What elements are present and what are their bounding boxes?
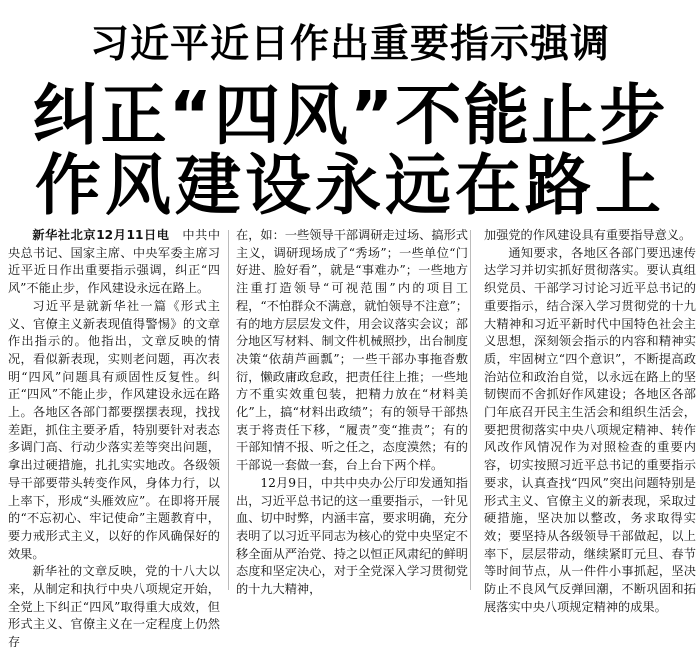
- dateline: 新华社北京12月11日电: [32, 228, 170, 242]
- article-paragraph: 在，如：一些领导干部调研走过场、搞形式主义，调研现场成了“秀场”；一些单位“门好进、脸好看”，就是“事难办”；一些地方注重打造领导“可视范围”内的项目工程，“不怕群众不满意，就怕领导不注意”；有的地方层层发文件，用会议落实会议；部分地区写材料、制文件机械照抄，出台制度决策“依葫芦画瓢”；一些干部办事拖沓敷衍，懒政庸政怠政，把责任往上推；一些地方不重实效重包装，把精力放在“材料美化”上，搞“材料出政绩”；有的领导干部热衷于将责任下移，“履责”变“推责”；有的干部知情不报、听之任之，态度漠然；有的干部说一套做一套，台上台下两个样。: [236, 228, 468, 473]
- article-column-1: [8, 227, 221, 650]
- article-column-2: [236, 227, 468, 595]
- headline-main-line-1: 纠正“四风”不能止步: [32, 77, 668, 154]
- article-paragraph: 12月9日，中共中央办公厅印发通知指出，习近平总书记的这一重要指示，一针见血、切中时弊，内涵丰富，要求明确，充分表明了以习近平同志为核心的党中央坚定不移全面从严治党、持之以恒正风肃纪的鲜明态度和坚定决心，对于全党深入学习贯彻党的十九大精神，: [236, 475, 468, 597]
- article-paragraph: 通知要求，各地区各部门要迅速传达学习并切实抓好贯彻落实。要认真组织党员、干部学习讨论习近平总书记的重要指示，结合深入学习贯彻党的十九大精神和习近平新时代中国特色社会主义思想，深刻领会指示的内容和精神实质，牢固树立“四个意识”，不断提高政治站位和政治自觉，以永远在路上的坚韧锲而不舍抓好作风建设；各地区各部门年底召开民主生活会和组织生活会，要把贯彻落实中央八项规定精神、转作风改作风情况作为对照检查的重要内容，切实按照习近平总书记的重要指示要求，认真查找“四风”突出问题特别是形式主义、官僚主义的新表现，采取过硬措施，坚决加以整改，务求取得实效；要坚持从各级领导干部做起，以上率下，层层带动，继续紧盯元旦、春节等时间节点，从一件件小事抓起，坚决防止不良风气反弹回潮，不断巩固和拓展落实中央八项规定精神的成果。: [484, 245, 696, 614]
- article-column-3: [484, 227, 696, 614]
- article-body: [8, 227, 696, 650]
- paragraph-text: 中共中央总书记、国家主席、中央军委主席习近平近日作出重要指示强调，纠正“四风”不能止步，作风建设永远在路上。: [8, 228, 221, 296]
- article-paragraph: 习近平是就新华社一篇《形式主义、官僚主义新表现值得警惕》的文章作出指示的。他指出，文章反映的情况，看似新表现，实则老问题，再次表明“四风”问题具有顽固性反复性。纠正“四风”不能止步，作风建设永远在路上。各地区各部门都要摆摆表现，找找差距，抓住主要矛盾，特别要针对表态多调门高、行动少落实差等突出问题，拿出过硬措施，扎扎实实地改。各级领导干部要带头转变作风，身体力行，以上率下，形成“头雁效应”。在即将开展的“不忘初心、牢记使命”主题教育中，要力戒形式主义，以好的作风确保好的效果。: [8, 298, 220, 561]
- headline-kicker: 习近平近日作出重要指示强调: [89, 22, 610, 67]
- article-paragraph: [8, 227, 220, 298]
- article-paragraph: 新华社的文章反映，党的十八大以来，从制定和执行中央八项规定开始，全党上下纠正“四风”取得重大成效，但形式主义、官僚主义在一定程度上仍然存: [8, 564, 220, 650]
- headline-main-line-2: 作风建设永远在路上: [35, 147, 665, 224]
- article-paragraph: 加强党的作风建设具有重要指导意义。: [484, 228, 692, 242]
